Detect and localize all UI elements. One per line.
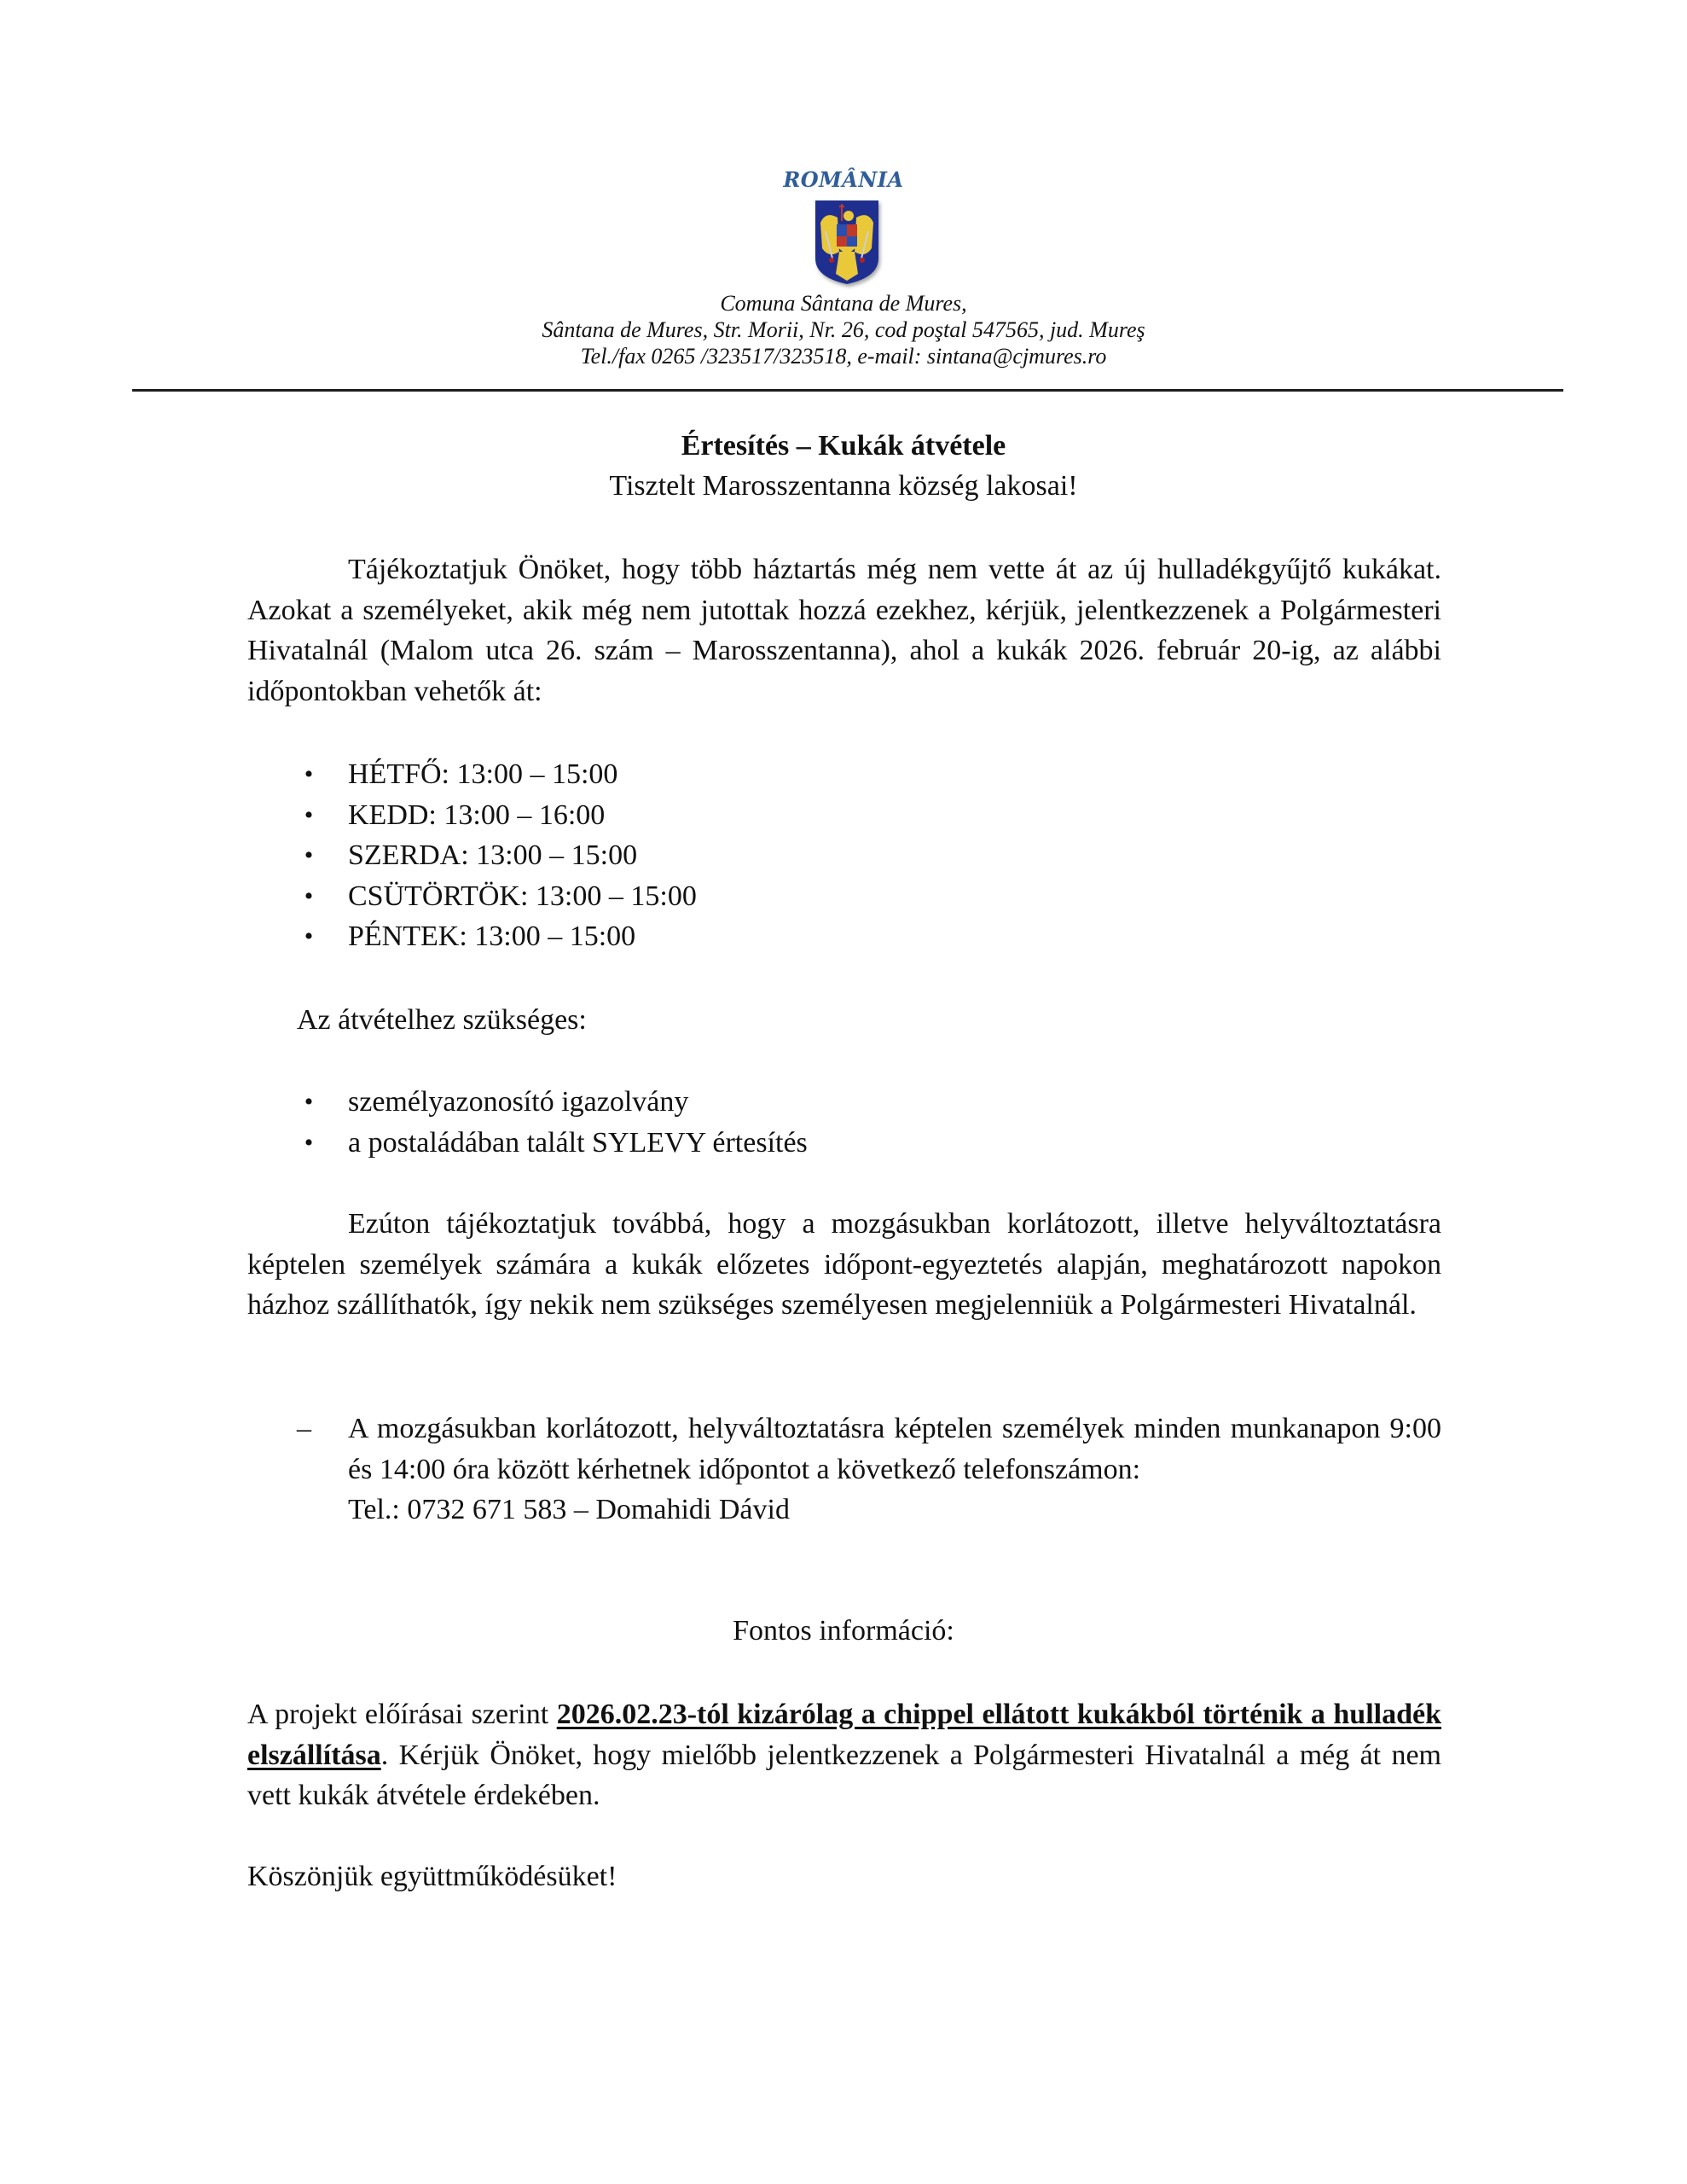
appointment-info-item bbox=[247, 1409, 1441, 1531]
notice-greeting: Tisztelt Marosszentanna község lakosai! bbox=[609, 470, 1078, 502]
important-heading: Fontos információ: bbox=[733, 1615, 954, 1647]
contact-phone-line: Tel.: 0732 671 583 – Domahidi Dávid bbox=[348, 1494, 790, 1526]
schedule-item: • SZERDA: 13:00 – 15:00 bbox=[247, 835, 1441, 876]
schedule-item: • CSÜTÖRTÖK: 13:00 – 15:00 bbox=[247, 876, 1441, 917]
letterhead-address-block bbox=[0, 290, 1687, 369]
intro-paragraph: Tájékoztatjuk Önöket, hogy több háztartás még nem vette át az új hulladékgyűjtő kukákat. Azokat a személyeket, akik még nem jutottak hozzá ezekhez, kérjük, jelentkezzenek a Polgármesteri Hivatalnál (Malom utca 26. szám – Marosszentanna), ahol a kukák 2026. február 20-ig, az alábbi időpontokban vehetők át: bbox=[247, 554, 1441, 707]
closing-thanks: Köszönjük együttműködésüket! bbox=[247, 1861, 617, 1892]
bullet-icon: • bbox=[304, 922, 314, 951]
romania-coat-of-arms-icon bbox=[814, 199, 880, 286]
appointment-info-text: A mozgásukban korlátozott, helyváltoztatásra képtelen személyek minden munkanapon 9:00 és 14:00 óra között kérhetnek időpontot a következő telefonszámon: bbox=[348, 1413, 1441, 1485]
requirement-item: • a postaládában talált SYLEVY értesítés bbox=[247, 1123, 1441, 1164]
schedule-item: • PÉNTEK: 13:00 – 15:00 bbox=[247, 916, 1441, 957]
notice-title: Értesítés – Kukák átvétele bbox=[681, 430, 1006, 462]
bullet-icon: • bbox=[304, 760, 314, 788]
pickup-schedule-list bbox=[247, 754, 1441, 957]
letterhead-divider bbox=[132, 389, 1563, 392]
dash-marker: – bbox=[297, 1413, 311, 1444]
bullet-icon: • bbox=[304, 1128, 314, 1157]
country-name: ROMÂNIA bbox=[783, 167, 904, 192]
bullet-icon: • bbox=[304, 841, 314, 870]
postal-address: Sântana de Mures, Str. Morii, Nr. 26, cod poştal 547565, jud. Mureş bbox=[542, 317, 1145, 342]
important-paragraph: A projekt előírásai szerint 2026.02.23-tól kizárólag a chippel ellátott kukákból történik a hulladék elszállítása. Kérjük Önöket, hogy mielőbb jelentkezzenek a Polgármesteri Hivatalnál a még át nem vett kukák átvétele érdekében. bbox=[247, 1699, 1442, 1812]
requirement-item: • személyazonosító igazolvány bbox=[247, 1082, 1441, 1123]
institution-name: Comuna Sântana de Mures, bbox=[720, 291, 967, 316]
home-delivery-paragraph: Ezúton tájékoztatjuk továbbá, hogy a mozgásukban korlátozott, illetve helyváltoztatásra képtelen személyek számára a kukák előzetes időpont-egyeztetés alapján, meghatározott napokon házhoz szállíthatók, így nekik nem szükséges személyesen megjelenniük a Polgármesteri Hivatalnál. bbox=[247, 1208, 1441, 1321]
requirements-label: Az átvételhez szükséges: bbox=[297, 1004, 587, 1036]
schedule-item: • KEDD: 13:00 – 16:00 bbox=[247, 795, 1441, 836]
schedule-item: • HÉTFŐ: 13:00 – 15:00 bbox=[247, 754, 1441, 795]
deadline-emphasis: 2026.02.23-tól kizárólag a chippel ellátott kukákból történik a hulladék elszállítása bbox=[247, 1699, 1442, 1771]
requirements-list bbox=[247, 1082, 1441, 1163]
contact-info: Tel./fax 0265 /323517/323518, e-mail: sintana@cjmures.ro bbox=[580, 344, 1107, 369]
bullet-icon: • bbox=[304, 800, 314, 829]
bullet-icon: • bbox=[304, 1088, 314, 1116]
bullet-icon: • bbox=[304, 881, 314, 910]
